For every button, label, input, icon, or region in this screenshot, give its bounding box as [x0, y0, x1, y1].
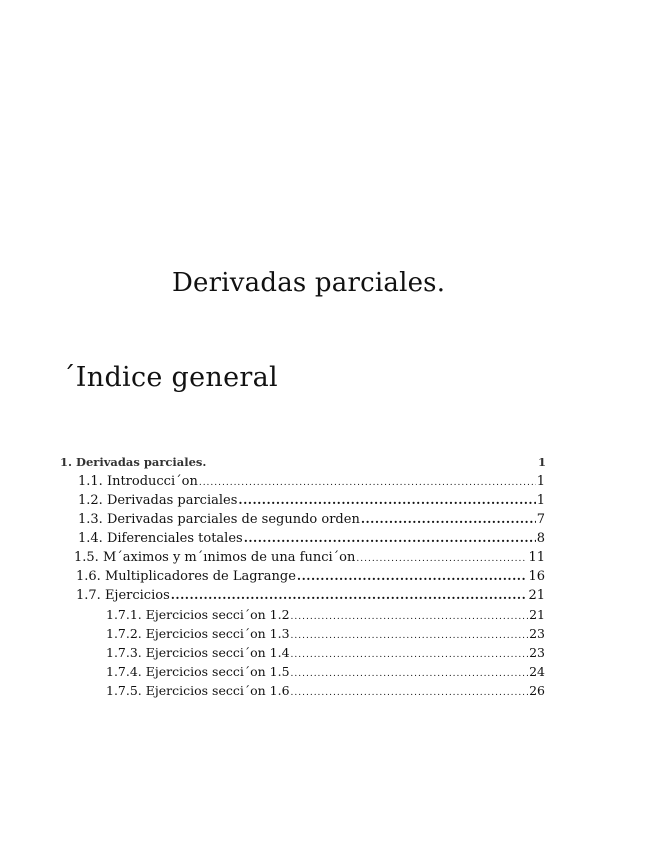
toc-entry-page: 23 — [529, 626, 545, 641]
toc-leader — [171, 588, 528, 602]
toc-entry-label: 1.7.5. Ejercicios secci´on 1.6 — [106, 683, 290, 698]
toc-entry-1-5[interactable] — [74, 550, 545, 565]
toc-entry-page: 8 — [536, 531, 545, 546]
toc-entry-label: 1.2. Derivadas parciales — [78, 493, 238, 508]
toc-entry-1-3[interactable] — [78, 512, 545, 527]
toc-leader — [356, 554, 527, 564]
toc-leader — [291, 688, 529, 698]
toc-leader — [297, 569, 528, 583]
toc-entry-page: 1 — [537, 455, 546, 469]
toc-entry-label: 1.7. Ejercicios — [76, 588, 170, 603]
toc-entry-1-4[interactable] — [78, 531, 545, 546]
toc-entry-label: 1.4. Diferenciales totales — [78, 531, 243, 546]
toc-entry-page: 21 — [528, 588, 545, 603]
toc-leader — [244, 531, 536, 545]
toc-entry-1-2[interactable] — [78, 493, 545, 508]
toc-leader — [361, 512, 536, 526]
toc-entry-page: 1 — [536, 474, 545, 489]
toc-leader — [291, 650, 529, 660]
toc-entry-label: 1.6. Multiplicadores de Lagrange — [76, 569, 296, 584]
toc-entry-1-7-1[interactable] — [106, 607, 545, 622]
toc-entry-page: 24 — [529, 664, 545, 679]
toc-leader — [291, 631, 529, 641]
toc-entry-page: 11 — [528, 550, 545, 565]
toc-entry-label: 1.7.4. Ejercicios secci´on 1.5 — [106, 664, 290, 679]
toc-entry-label: 1.7.2. Ejercicios secci´on 1.3 — [106, 626, 290, 641]
toc-entry-label: 1. Derivadas parciales. — [60, 455, 207, 469]
toc-entry-1-7-4[interactable] — [106, 664, 545, 679]
toc-heading: ´Indice general — [62, 362, 278, 393]
toc-entry-label: 1.1. Introducci´on — [78, 474, 198, 489]
toc-entry-1-7-3[interactable] — [106, 645, 545, 660]
toc-entry-label: 1.7.3. Ejercicios secci´on 1.4 — [106, 645, 290, 660]
toc-entry-page: 23 — [529, 645, 545, 660]
toc-entry-page: 1 — [536, 493, 545, 508]
toc-leader — [199, 478, 536, 488]
toc-entry-label: 1.3. Derivadas parciales de segundo orden — [78, 512, 360, 527]
toc-leader — [291, 612, 529, 622]
toc-entry-1-1[interactable] — [78, 474, 545, 489]
document-title: Derivadas parciales. — [172, 268, 446, 298]
toc-entry-1-7-5[interactable] — [106, 683, 545, 698]
toc-entry-page: 16 — [528, 569, 545, 584]
toc-entry-page: 21 — [529, 607, 545, 622]
toc-entry-1-6[interactable] — [76, 569, 545, 584]
toc-leader — [291, 669, 529, 679]
toc-entry-1-7[interactable] — [76, 588, 545, 603]
toc-entry-page: 7 — [536, 512, 545, 527]
toc-leader — [238, 493, 535, 507]
toc-entry-label: 1.5. M´aximos y m´ınimos de una funci´on — [74, 550, 356, 565]
toc-entry-1-7-2[interactable] — [106, 626, 545, 641]
toc-entry-chapter-1[interactable] — [60, 455, 546, 469]
toc-entry-label: 1.7.1. Ejercicios secci´on 1.2 — [106, 607, 290, 622]
toc-entry-page: 26 — [529, 683, 545, 698]
